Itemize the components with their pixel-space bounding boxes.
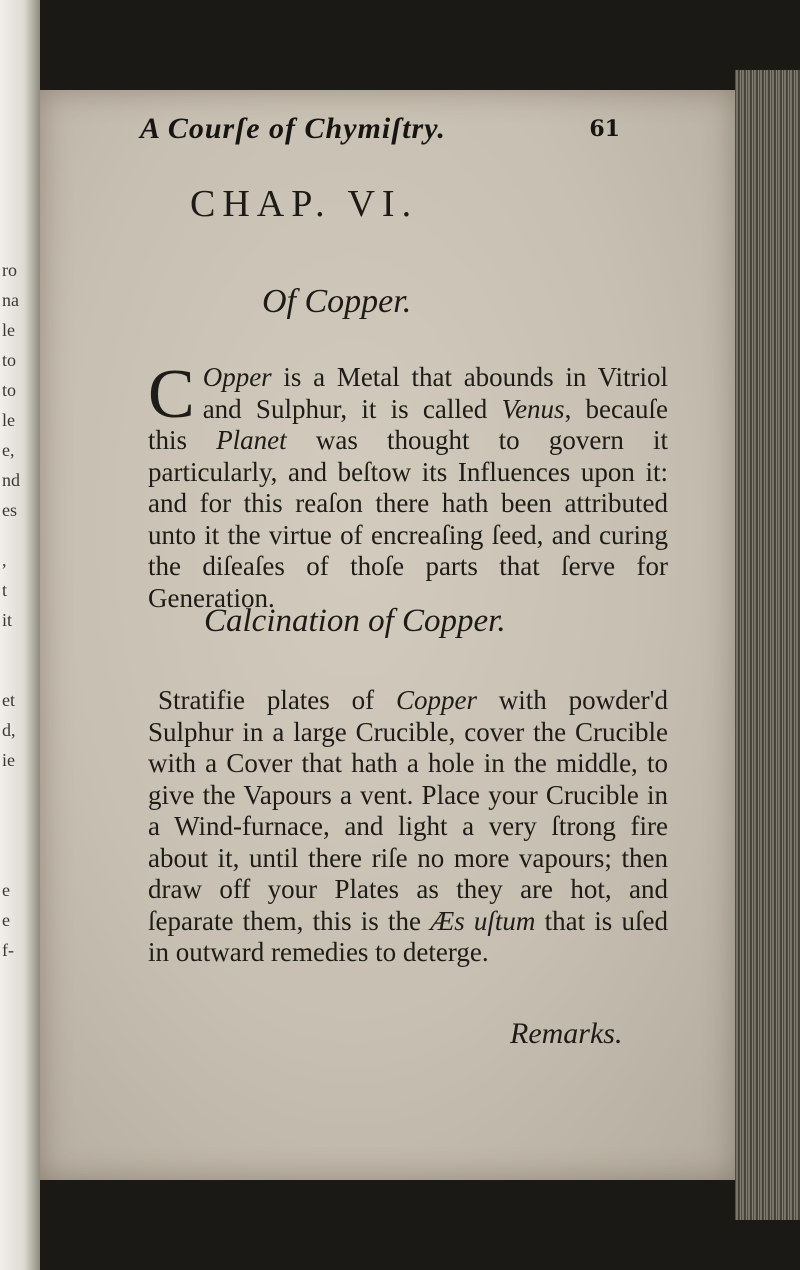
text-run: Opper xyxy=(202,362,272,392)
margin-fragment: e xyxy=(2,910,10,930)
margin-fragment: nd xyxy=(2,470,20,490)
margin-fragment: es xyxy=(2,500,17,520)
text-run: Planet xyxy=(216,425,287,455)
text-run: Copper xyxy=(395,685,477,715)
margin-fragment: et xyxy=(2,690,15,710)
page-header xyxy=(140,112,620,152)
margin-fragment: e, xyxy=(2,440,15,460)
margin-fragment: ie xyxy=(2,750,15,770)
text-run: that is uſed in outward remedies to deterge. xyxy=(148,905,668,967)
subheading-calcination: Calcination of Copper. xyxy=(204,603,506,639)
margin-fragment: ro xyxy=(2,260,17,280)
margin-fragment: na xyxy=(2,290,19,310)
margin-fragment: f- xyxy=(2,940,14,960)
margin-fragment: to xyxy=(2,350,17,370)
paragraph-copper-intro xyxy=(148,356,668,614)
catchword: Remarks. xyxy=(510,1017,623,1050)
margin-fragment: d, xyxy=(2,720,16,740)
margin-fragment: t xyxy=(2,580,8,600)
paragraph-calcination xyxy=(148,685,668,969)
running-title: A Courſe of Chymiſtry. xyxy=(140,112,446,145)
text-run: Stratifie plates of xyxy=(158,685,396,715)
margin-fragment: le xyxy=(2,410,15,430)
page-edges xyxy=(735,70,800,1220)
drop-cap: C xyxy=(148,356,195,433)
margin-fragment: , xyxy=(2,550,7,570)
margin-fragment: e xyxy=(2,880,10,900)
text-run: is a Metal that abounds in Vitriol and Sulphur, it is called xyxy=(202,362,668,424)
text-run: with powder'd Sulphur in a large Crucible, cover the Crucible with a Cover that hath a hole in the middle, to give the Vapours a vent. Place your Crucible in a Wind-furnace, and light a very ſtrong fire about it, until there riſe no more vapours; then draw off your Plates as they are hot, and ſeparate them, this is the xyxy=(148,685,668,936)
text-run: Æs uſtum xyxy=(430,905,536,936)
previous-page-strip xyxy=(0,0,40,1270)
margin-fragment: it xyxy=(2,610,13,630)
text-run: , becauſe this xyxy=(148,393,668,455)
page-number: 61 xyxy=(589,116,620,142)
section-title: Of Copper. xyxy=(262,283,412,320)
margin-fragment: to xyxy=(2,380,17,400)
text-run: was thought to govern it particularly, and beſtow its Influences upon it: and for this reaſon there hath been attributed unto it the virtue of encreaſing ſeed, and curing the diſeaſes of thoſe parts that ſerve for Generation. xyxy=(148,425,668,613)
text-run: Venus xyxy=(501,393,565,424)
chapter-heading: CHAP. VI. xyxy=(190,183,419,225)
margin-fragment: le xyxy=(2,320,15,340)
